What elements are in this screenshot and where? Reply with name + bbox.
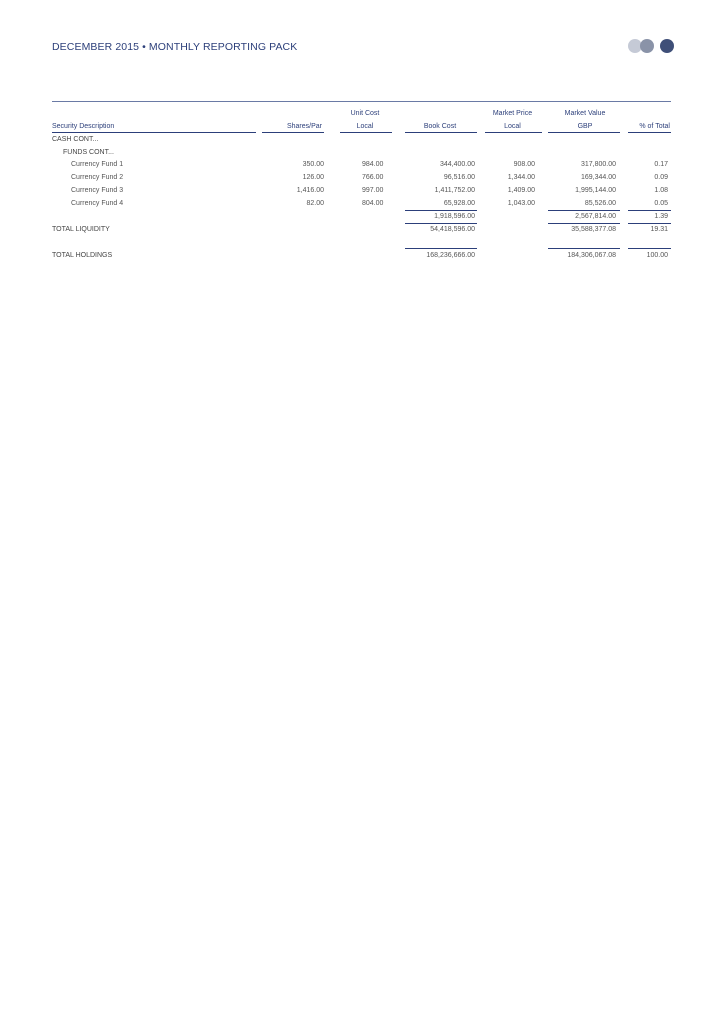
total-holdings-label: TOTAL HOLDINGS <box>52 252 113 259</box>
row-shares: 1,416.00 <box>296 187 324 194</box>
total-liquidity-label: TOTAL LIQUIDITY <box>52 226 110 233</box>
row-book-cost: 344,400.00 <box>439 161 475 168</box>
total-rule <box>548 223 620 224</box>
header-rule <box>52 101 671 102</box>
row-shares: 126.00 <box>302 174 324 181</box>
row-pct: 0.05 <box>654 200 668 207</box>
col-market-value-gbp: GBP <box>577 123 593 130</box>
header-underline <box>405 132 477 133</box>
total-holdings-book-cost: 168,236,666.00 <box>426 252 475 259</box>
col-unit-cost-local: Local <box>356 123 374 130</box>
header-underline <box>548 132 620 133</box>
total-holdings-pct: 100.00 <box>646 252 668 259</box>
header-underline <box>52 132 256 133</box>
header-underline <box>262 132 324 133</box>
total-liquidity-book-cost: 54,418,596.00 <box>430 226 475 233</box>
total-holdings-market-value: 184,306,067.08 <box>567 252 616 259</box>
holdings-rule <box>628 248 671 249</box>
subtotal-rule <box>628 210 671 211</box>
row-unit-cost: 997.00 <box>362 187 384 194</box>
col-shares-par: Shares/Par <box>286 123 322 130</box>
row-book-cost: 1,411,752.00 <box>434 187 475 194</box>
row-unit-cost: 766.00 <box>362 174 384 181</box>
col-market-price-local: Local <box>504 123 521 130</box>
row-name: Currency Fund 1 <box>71 161 124 168</box>
row-market-price: 1,344.00 <box>507 174 535 181</box>
row-name: Currency Fund 2 <box>71 174 124 181</box>
col-unit-cost: Unit Cost <box>350 110 380 117</box>
row-pct: 0.09 <box>654 174 668 181</box>
row-book-cost: 96,516.00 <box>443 174 475 181</box>
col-market-value: Market Value <box>564 110 606 117</box>
section-cash: CASH CONT... <box>52 136 99 143</box>
row-unit-cost: 984.00 <box>362 161 384 168</box>
row-shares: 82.00 <box>306 200 324 207</box>
row-market-value: 85,526.00 <box>584 200 616 207</box>
holdings-rule <box>548 248 620 249</box>
row-market-value: 1,995,144.00 <box>575 187 616 194</box>
header-underline <box>340 132 392 133</box>
row-market-price: 1,409.00 <box>507 187 535 194</box>
total-rule <box>405 223 477 224</box>
header-underline <box>628 132 671 133</box>
col-market-price: Market Price <box>492 110 533 117</box>
brand-dots-logo <box>628 39 678 55</box>
subtotal-pct: 1.39 <box>654 213 668 220</box>
row-shares: 350.00 <box>302 161 324 168</box>
row-name: Currency Fund 4 <box>71 200 124 207</box>
dark-dot-icon <box>660 39 674 53</box>
row-pct: 0.17 <box>654 161 668 168</box>
mid-dot-icon <box>640 39 654 53</box>
header-underline <box>485 132 542 133</box>
row-unit-cost: 804.00 <box>362 200 384 207</box>
subtotal-rule <box>405 210 477 211</box>
section-funds: FUNDS CONT... <box>63 149 114 156</box>
col-security-description: Security Description <box>52 123 115 130</box>
total-rule <box>628 223 671 224</box>
col-pct-total: % of Total <box>639 123 670 130</box>
row-market-value: 169,344.00 <box>580 174 616 181</box>
total-liquidity-market-value: 35,588,377.08 <box>571 226 616 233</box>
row-market-value: 317,800.00 <box>580 161 616 168</box>
total-liquidity-pct: 19.31 <box>650 226 668 233</box>
subtotal-market-value: 2,567,814.00 <box>575 213 616 220</box>
holdings-rule <box>405 248 477 249</box>
row-book-cost: 65,928.00 <box>443 200 475 207</box>
subtotal-book-cost: 1,918,596.00 <box>434 213 475 220</box>
row-pct: 1.08 <box>654 187 668 194</box>
col-book-cost: Book Cost <box>423 123 457 130</box>
report-title: DECEMBER 2015 • MONTHLY REPORTING PACK <box>52 41 298 53</box>
row-market-price: 908.00 <box>513 161 535 168</box>
subtotal-rule <box>548 210 620 211</box>
row-market-price: 1,043.00 <box>507 200 535 207</box>
row-name: Currency Fund 3 <box>71 187 124 194</box>
